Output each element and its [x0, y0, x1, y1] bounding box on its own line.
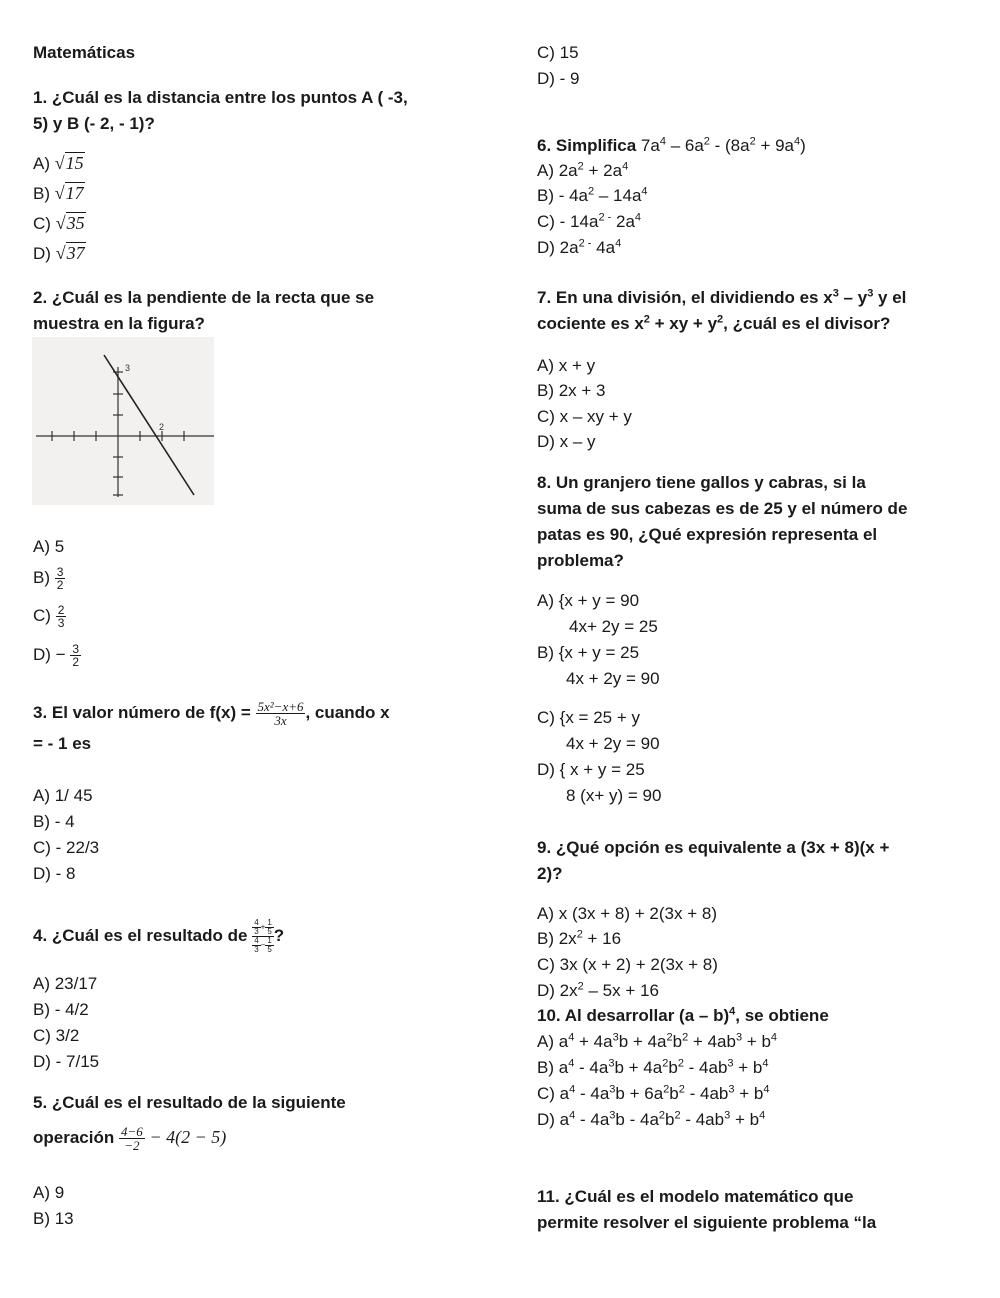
- q7-option-b[interactable]: B) 2x + 3: [537, 381, 606, 400]
- q3-option-c[interactable]: C) - 22/3: [33, 838, 100, 857]
- q8-option-d[interactable]: D) { x + y = 25: [537, 760, 645, 779]
- q8-option-c-line2: 4x + 2y = 90: [566, 734, 660, 753]
- q10-stem: 10. Al desarrollar (a – b)$^4$, se obtiene: [537, 1005, 829, 1025]
- q6-option-c[interactable]: $C) - 14a^{2 -}$ $2a^4$: [537, 211, 642, 231]
- q11-stem-line1: 11. ¿Cuál es el modelo matemático que: [537, 1187, 854, 1206]
- q7-option-a[interactable]: A) x + y: [537, 356, 596, 375]
- q5-option-c[interactable]: C) 15: [537, 43, 579, 62]
- q3-option-d[interactable]: D) - 8: [33, 864, 76, 883]
- sqrt-symbol: √15: [54, 153, 84, 173]
- q8-stem-line4: problema?: [537, 551, 624, 570]
- q6-option-a[interactable]: A) $2a^2 + 2a^4$: [537, 160, 629, 180]
- q8-option-a[interactable]: A) {x + y = 90: [537, 591, 640, 610]
- q5-stem-line2: operación $\frac{4-6}{-2}$ − 4(2 − 5): [33, 1124, 227, 1153]
- fraction: $\frac{4-6}{-2}$: [120, 1124, 143, 1153]
- q10-option-a[interactable]: A) $a^4 + 4a^3b + 4a^2b^2 + 4ab^3 + b^4$: [537, 1031, 778, 1051]
- q9-stem-line1: 9. ¿Qué opción es equivalente a (3x + 8)(x +: [537, 838, 890, 857]
- q3-stem-line1: 3. El valor número de f(x) = $\frac{\text{5x²−x+6}}{3x}$ , cuando x: [33, 699, 390, 728]
- q9-option-a[interactable]: A) x (3x + 8) + 2(3x + 8): [537, 904, 717, 923]
- q3-option-a[interactable]: A) 1/ 45: [33, 786, 93, 805]
- q11-stem-line2: permite resolver el siguiente problema “la: [537, 1213, 877, 1232]
- q3-stem-line2: = - 1 es: [33, 734, 92, 753]
- page-title: Matemáticas: [33, 43, 136, 62]
- graph-label-y: 3: [125, 363, 131, 373]
- q5-option-d[interactable]: D) - 9: [537, 69, 580, 88]
- q8-option-b-line2: 4x + 2y = 90: [566, 669, 660, 688]
- q1-stem-line2: 5) y B (- 2, - 1)?: [33, 114, 155, 133]
- q7-stem-line1: 7. En una división, el dividiendo es $x^3 - y^3$ y el: [537, 287, 907, 307]
- sqrt-symbol: √37: [55, 243, 85, 263]
- q1-option-b[interactable]: B) √17: [33, 183, 84, 203]
- q7-option-d[interactable]: D) x – y: [537, 432, 596, 451]
- q7-stem-line2: cociente es $x^2$ + xy + $y^2$, ¿cuál es el divisor?: [537, 313, 891, 333]
- q8-option-d-line2: 8 (x+ y) = 90: [566, 786, 662, 805]
- compound-fraction: $\frac{4}{3}$ + $\frac{1}{5}$ $\frac{4}{3}$ − $\frac{1}{5}$: [254, 918, 272, 954]
- q3-option-b[interactable]: B) - 4: [33, 812, 75, 831]
- sqrt-symbol: √17: [54, 183, 84, 203]
- q6-option-d[interactable]: D) $2a^{2 -}$ $4a^4$: [537, 237, 622, 257]
- q1-option-d[interactable]: D) √37: [33, 243, 85, 263]
- q9-option-c[interactable]: C) 3x (x + 2) + 2(3x + 8): [537, 955, 718, 974]
- q5-option-b[interactable]: B) 13: [33, 1209, 74, 1228]
- q10-option-d[interactable]: D) $a^4 - 4a^3b - 4a^2b^2 - 4ab^3 + b^4$: [537, 1109, 766, 1129]
- q1-option-c[interactable]: C) √35: [33, 213, 85, 233]
- q8-option-a-line2: 4x+ 2y = 25: [569, 617, 658, 636]
- q7-option-c[interactable]: C) x – xy + y: [537, 407, 632, 426]
- graph-label-x: 2: [159, 422, 165, 432]
- q8-stem-line3: patas es 90, ¿Qué expresión representa el: [537, 525, 878, 544]
- q4-option-d[interactable]: D) - 7/15: [33, 1052, 100, 1071]
- q2-stem-line2: muestra en la figura?: [33, 314, 205, 333]
- q6-stem: 6. Simplifica $7a^4 - 6a^2 - (8a^2 + 9a^4)$: [537, 135, 806, 155]
- sqrt-symbol: √35: [55, 213, 85, 233]
- fraction: $\frac{3}{2}$: [72, 642, 80, 669]
- q5-stem-line1: 5. ¿Cuál es el resultado de la siguiente: [33, 1093, 346, 1112]
- q2-option-a[interactable]: A) 5: [33, 537, 65, 556]
- q4-stem: 4. ¿Cuál es el resultado de $\frac{4}{3}$ + $\frac{1}{5}$ $\frac{4}{3}$ − $\frac{1}{5}$ ?: [33, 918, 285, 954]
- q9-option-b[interactable]: B) $2x^2 + 16$: [537, 928, 622, 948]
- q2-option-c[interactable]: C) $\frac{2}{3}$: [33, 603, 65, 630]
- q2-stem-line1: 2. ¿Cuál es la pendiente de la recta que se: [33, 288, 375, 307]
- slope-graph: [32, 337, 214, 505]
- q8-stem-line2: suma de sus cabezas es de 25 y el número de: [537, 499, 908, 518]
- q1-option-a[interactable]: A) √15: [33, 153, 84, 173]
- fraction: $\frac{\text{5x²−x+6}}{3x}$: [257, 699, 304, 728]
- q10-option-c[interactable]: C) $a^4 - 4a^3b + 6a^2b^2 - 4ab^3 + b^4$: [537, 1083, 770, 1103]
- q6-option-b[interactable]: $B) - 4a^2 - 14a^4$: [537, 185, 648, 205]
- q8-option-c[interactable]: C) {x = 25 + y: [537, 708, 640, 727]
- q4-option-c[interactable]: C) 3/2: [33, 1026, 80, 1045]
- slope-graph-svg: [32, 337, 214, 505]
- q9-stem-line2: 2)?: [537, 864, 563, 883]
- fraction: $\frac{2}{3}$: [57, 603, 65, 630]
- q5-option-a[interactable]: A) 9: [33, 1183, 65, 1202]
- q4-option-b[interactable]: B) - 4/2: [33, 1000, 89, 1019]
- q8-option-b[interactable]: B) {x + y = 25: [537, 643, 640, 662]
- q1-stem-line1: 1. ¿Cuál es la distancia entre los puntos A ( -3,: [33, 88, 408, 107]
- q8-stem-line1: 8. Un granjero tiene gallos y cabras, si la: [537, 473, 866, 492]
- q9-option-d[interactable]: D) $2x^2 - 5x + 16$: [537, 980, 659, 1000]
- q4-option-a[interactable]: A) 23/17: [33, 974, 98, 993]
- q2-option-d[interactable]: D) − $\frac{3}{2}$: [33, 642, 80, 669]
- q2-option-b[interactable]: B) $\frac{3}{2}$: [33, 565, 64, 592]
- q10-option-b[interactable]: B) $a^4 - 4a^3b + 4a^2b^2 - 4ab^3 + b^4$: [537, 1057, 769, 1077]
- fraction: $\frac{3}{2}$: [56, 565, 64, 592]
